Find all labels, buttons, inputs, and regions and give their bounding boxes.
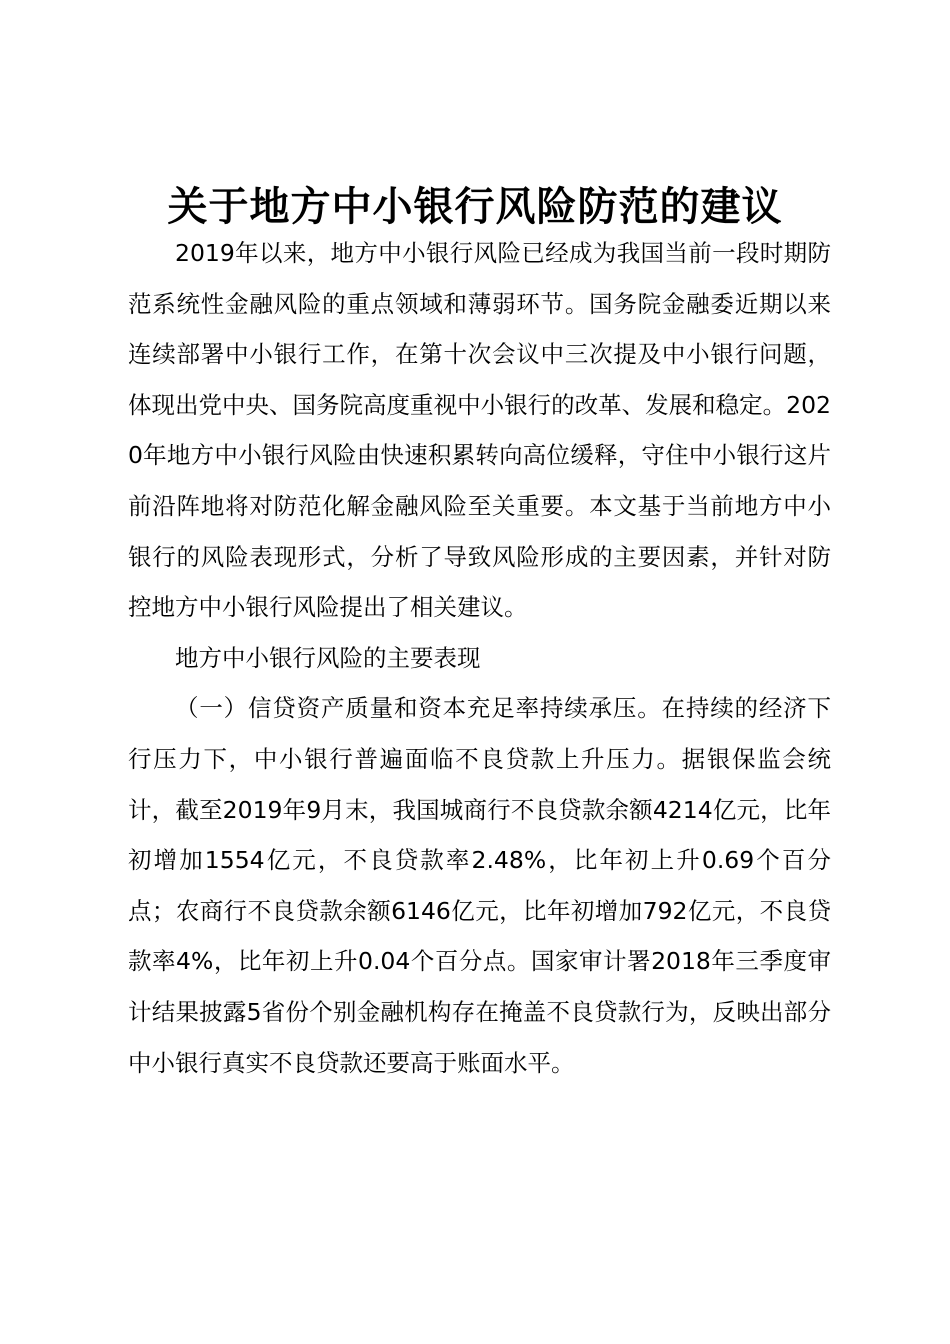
document-body [128, 228, 831, 1088]
document-title: 关于地方中小银行风险防范的建议 [167, 183, 783, 230]
section-heading: 地方中小银行风险的主要表现 [175, 643, 481, 672]
intro-paragraph: 2019年以来，地方中小银行风险已经成为我国当前一段时期防范系统性金融风险的重点领域和薄弱环节。国务院金融委近期以来连续部署中小银行工作，在第十次会议中三次提及中小银行问题，体现出党中央、国务院高度重视中小银行的改革、发展和稳定。2020年地方中小银行风险由快速积累转向高位缓释，守住中小银行这片前沿阵地将对防范化解金融风险至关重要。本文基于当前地方中小银行的风险表现形式，分析了导致风险形成的主要因素，并针对防控地方中小银行风险提出了相关建议。 [128, 239, 831, 622]
section-paragraph: （一）信贷资产质量和资本充足率持续承压。在持续的经济下行压力下，中小银行普遍面临不良贷款上升压力。据银保监会统计，截至2019年9月末，我国城商行不良贷款余额4214亿元，比年初增加1554亿元，不良贷款率2.48%，比年初上升0.69个百分点；农商行不良贷款余额6146亿元，比年初增加792亿元，不良贷款率4%，比年初上升0.04个百分点。国家审计署2018年三季度审计结果披露5省份个别金融机构存在掩盖不良贷款行为，反映出部分中小银行真实不良贷款还要高于账面水平。 [128, 694, 831, 1077]
